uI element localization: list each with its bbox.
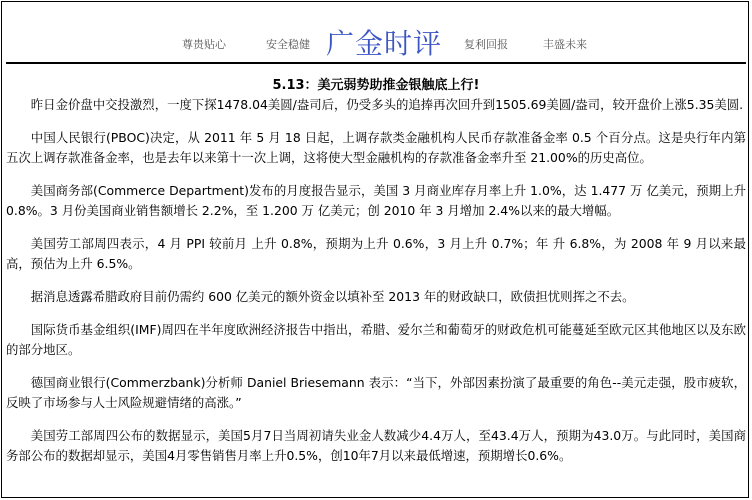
article-body — [6, 95, 746, 479]
nav-link-future[interactable]: 丰盛未来 — [543, 38, 587, 51]
paragraph-imf: 国际货币基金组织(IMF)周四在半年度欧洲经济报告中指出，希腊、爱尔兰和葡萄牙的财政危机可能蔓延至欧元区其他地区以及东欧的部分地区。 — [6, 322, 746, 357]
site-title: 广金时评 — [326, 27, 443, 60]
paragraph-greece: 据消息透露希腊政府目前仍需约 600 亿美元的额外资金以填补至 2013 年的财政缺口，欧债担忧则挥之不去。 — [30, 289, 635, 304]
top-nav — [0, 22, 752, 58]
nav-link-safe[interactable]: 安全稳健 — [266, 38, 310, 51]
paragraph-commerce: 美国商务部(Commerce Department)发布的月度报告显示，美国 3 月商业库存月率上升 1.0%，达 1.477 万 亿美元，预期上升 0.8%。3 月份美国商业销售额增长 2.2%，至 1.200 万 亿美元；创 2010 年 3 月增加 2.4%以来的最大增幅。 — [6, 183, 746, 218]
paragraph-ppi: 美国劳工部周四表示，4 月 PPI 较前月 上升 0.8%，预期为上升 0.6%，3 月上升 0.7%；年 升 6.8%，为 2008 年 9 月以来最高，预估为上升 6.5%。 — [6, 236, 746, 271]
paragraph-commerzbank: 德国商业银行(Commerzbank)分析师 Daniel Briesemann 表示：“当下，外部因素扮演了最重要的角色--美元走强，股市疲软，反映了市场参与人士风险规避情绪的高涨。” — [6, 375, 746, 410]
paragraph-gold-price: 昨日金价盘中交投激烈，一度下探1478.04美圆/盎司后，仍受多头的追捧再次回升到1505.69美圆/盎司，较开盘价上涨5.35美圆. — [30, 97, 744, 112]
article-title: 5.13：美元弱势助推金银触底上行! — [272, 78, 480, 93]
nav-link-honored[interactable]: 尊贵贴心 — [182, 38, 226, 51]
paragraph-jobless-claims: 美国劳工部周四公布的数据显示，美国5月7日当周初请失业金人数减少4.4万人，至43.4万人，预期为43.0万。与此同时，美国商务部公布的数据却显示，美国4月零售销售月率上升0.5%，创10年7月以来最低增速，预期增长0.6%。 — [6, 428, 746, 463]
paragraph-pboc: 中国人民银行(PBOC)决定，从 2011 年 5 月 18 日起，上调存款类金融机构人民币存款准备金率 0.5 个百分点。这是央行年内第五次上调存款准备金率，也是去年以来第十一次上调，这将使大型金融机构的存款准备金率升至 21.00%的历史高位。 — [6, 130, 746, 165]
header-divider — [6, 62, 746, 64]
nav-link-return[interactable]: 复利回报 — [464, 38, 508, 51]
